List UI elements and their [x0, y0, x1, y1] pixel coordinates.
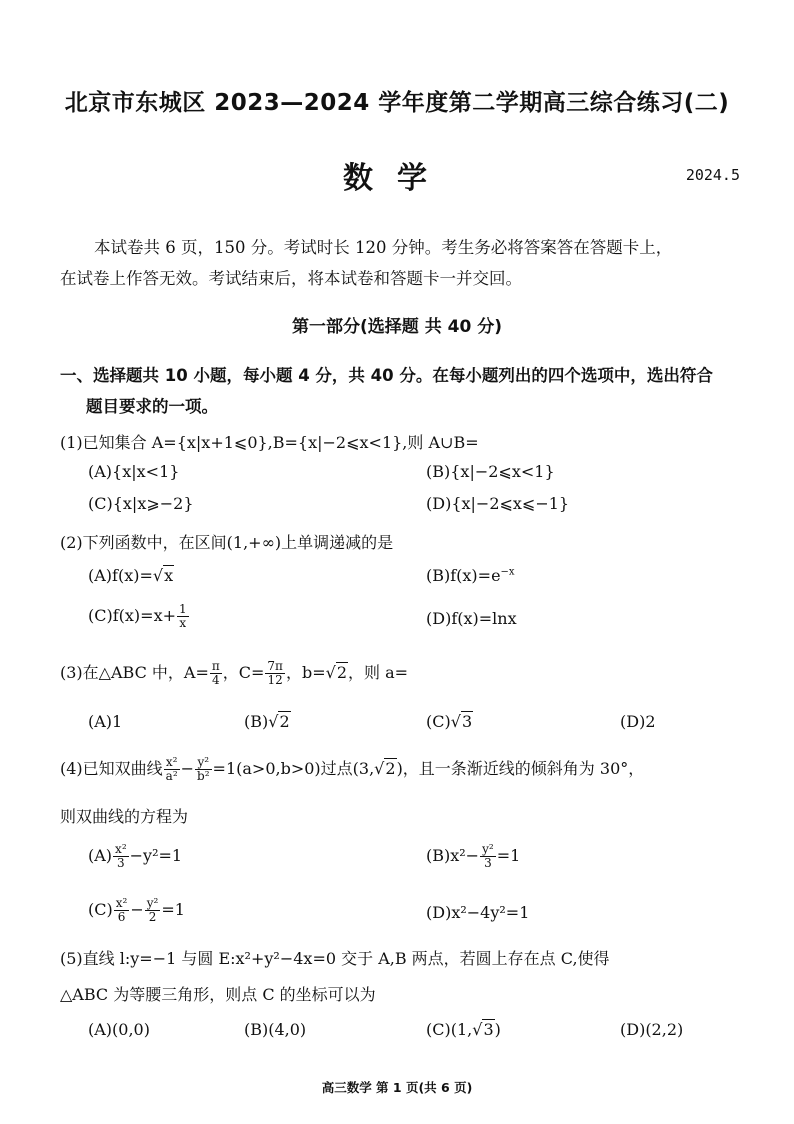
q2-option-d: (D)f(x)=lnx [426, 609, 517, 628]
q3-option-a: (A)1 [88, 712, 123, 731]
q4-c-denominator-2: 2 [148, 910, 157, 924]
q3-stem: (3)在△ABC 中，A= $\frac{\pi}{4}$ ，C= $\frac{7\pi}{12}$ ，b=√2，则 a= [60, 659, 409, 687]
q3-stem-mid: ，C= [222, 663, 265, 682]
q2-stem: (2)下列函数中，在区间(1,+∞)上单调递减的是 [60, 533, 394, 552]
q3-b-label: (B) [244, 712, 269, 731]
q4-stem: (4)已知双曲线 $\frac{\text{x²}}{\text{a²}}$ − $\frac{\text{y²}}{\text{b²}}$ =1(a>0,b>0)过点(3,√2)，且一条渐近线的倾斜角为 30°， [60, 755, 645, 783]
q4-f1-fraction [164, 756, 180, 783]
q5-c-radicand: 3 [483, 1020, 494, 1039]
instructions [60, 232, 750, 294]
q4-b-fraction [480, 843, 496, 870]
q4-option-a [88, 843, 182, 870]
q3-c-fraction [265, 660, 285, 687]
q4-f2-denominator: b² [197, 769, 210, 783]
q5-c-prefix: (C)(1, [426, 1020, 473, 1039]
q2-b-prefix: (B)f(x)=e [426, 566, 501, 585]
q4-stem-mid: =1(a>0,b>0)过点(3, [212, 759, 375, 778]
q4-b-numerator: y² [482, 842, 494, 856]
q3-c-label: (C) [426, 712, 451, 731]
q4-option-c [88, 897, 185, 924]
q4-option-b [426, 843, 520, 870]
q4-point-radicand: 2 [385, 759, 396, 778]
q4-minus: − [180, 759, 195, 778]
q1-option-a: (A){x|x<1} [88, 462, 180, 481]
q4-f2-fraction [195, 756, 212, 783]
q4-a-denominator: 3 [117, 856, 125, 870]
part1-desc-line-1: 一、选择题共 10 小题，每小题 4 分，共 40 分。在每小题列出的四个选项中，选出符合 [60, 366, 713, 385]
q3-a-fraction [210, 660, 222, 687]
q4-option-d: (D)x²−4y²=1 [426, 903, 530, 922]
exam-title: 北京市东城区 2023—2024 学年度第二学期高三综合练习(二) [64, 90, 730, 116]
q4-c-fraction-2 [145, 897, 161, 924]
q3-c-denominator: 12 [267, 673, 283, 687]
q1-option-d: (D){x|−2⩽x⩽−1} [426, 494, 570, 513]
q3-c-option-radicand: 3 [461, 712, 473, 731]
q4-f1-numerator: x² [164, 756, 180, 770]
q4-c-prefix: (C) [88, 900, 113, 919]
q4-c-tail: =1 [161, 900, 185, 919]
part1-title: 第一部分(选择题 共 40 分) [292, 317, 502, 337]
q3-stem-prefix: (3)在△ABC 中，A= [60, 663, 209, 682]
q2-c-prefix: (C)f(x)=x+ [88, 606, 176, 625]
q2-option-c [88, 603, 190, 630]
q3-option-c: (C)√3 [426, 712, 473, 731]
q5-stem-line-2: △ABC 为等腰三角形，则点 C 的坐标可以为 [60, 985, 376, 1004]
q2-c-numerator: 1 [179, 602, 187, 616]
q4-f1-denominator: a² [165, 769, 178, 783]
q3-option-d: (D)2 [620, 712, 656, 731]
q4-stem-line-2: 则双曲线的方程为 [60, 807, 189, 826]
q1-option-c: (C){x|x⩾−2} [88, 494, 194, 513]
q3-c-numerator: 7π [267, 659, 283, 673]
page-footer: 高三数学 第 1 页(共 6 页) [321, 1080, 473, 1095]
q4-a-prefix: (A) [88, 846, 113, 865]
instructions-line-2: 在试卷上作答无效。考试结束后，将本试卷和答题卡一并交回。 [60, 269, 522, 288]
q5-option-a: (A)(0,0) [88, 1020, 150, 1039]
q4-c-minus: − [130, 900, 144, 919]
q4-stem-prefix: (4)已知双曲线 [60, 759, 163, 778]
q2-c-fraction [177, 603, 189, 630]
subject-heading: 数学 [343, 161, 451, 196]
q3-b-text: ，b= [285, 663, 326, 682]
q5-option-c: (C)(1,√3) [426, 1020, 501, 1039]
q3-option-b: (B)√2 [244, 712, 290, 731]
q4-b-prefix: (B)x²− [426, 846, 480, 865]
q3-a-denominator: 4 [212, 673, 220, 687]
q2-option-b [426, 566, 515, 585]
q5-stem-line-1: (5)直线 l:y=−1 与圆 E:x²+y²−4x=0 交于 A,B 两点，若圆上存在点 C,使得 [60, 949, 610, 968]
q4-a-fraction [113, 843, 129, 870]
exam-date: 2024.5 [685, 166, 740, 184]
q1-stem: (1)已知集合 A={x|x+1⩽0},B={x|−2⩽x<1},则 A∪B= [60, 433, 479, 452]
q2-c-denominator: x [179, 616, 187, 630]
part1-desc-line-2: 题目要求的一项。 [86, 397, 218, 416]
q4-c-denominator-1: 6 [117, 910, 126, 924]
q1-option-b: (B){x|−2⩽x<1} [426, 462, 555, 481]
q2-option-a: (A)f(x)=√x [88, 566, 174, 585]
q5-c-tail: ) [494, 1020, 501, 1039]
q2-a-prefix: (A)f(x)= [88, 566, 153, 585]
part1-description [60, 360, 750, 422]
q4-b-tail: =1 [496, 846, 521, 865]
q2-b-exponent: −x [500, 566, 515, 578]
instructions-line-1: 本试卷共 6 页，150 分。考试时长 120 分钟。考生务必将答案答在答题卡上， [94, 238, 673, 257]
q3-a-numerator: π [211, 659, 220, 673]
q4-c-numerator-2: y² [146, 896, 159, 910]
q5-option-b: (B)(4,0) [244, 1020, 307, 1039]
q4-a-tail: −y²=1 [129, 846, 183, 865]
q4-c-fraction-1 [114, 897, 130, 924]
q4-c-numerator-1: x² [115, 896, 128, 910]
q4-a-numerator: x² [115, 842, 127, 856]
q3-stem-tail: ，则 a= [348, 663, 409, 682]
q5-option-d: (D)(2,2) [620, 1020, 684, 1039]
q3-b-radicand: 2 [336, 663, 347, 682]
q2-a-radicand: x [164, 566, 174, 585]
q3-b-option-radicand: 2 [279, 712, 290, 731]
q4-f2-numerator: y² [195, 756, 212, 770]
q4-b-denominator: 3 [484, 856, 492, 870]
q4-stem-tail: )，且一条渐近线的倾斜角为 30°， [396, 759, 645, 778]
